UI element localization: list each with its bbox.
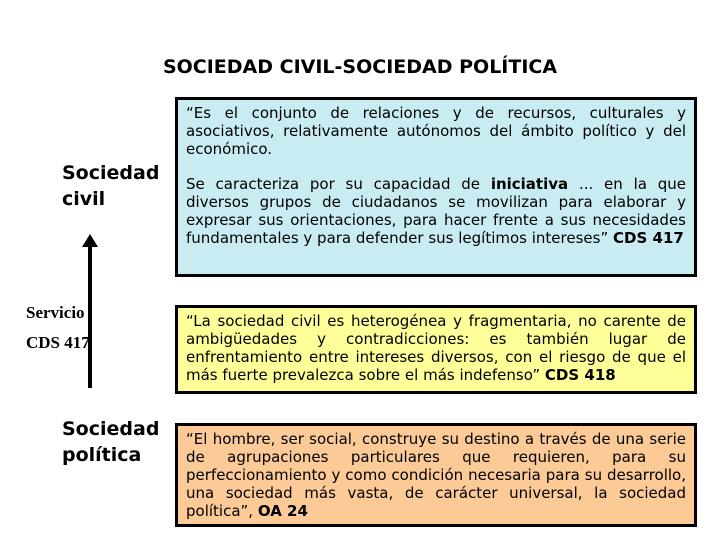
slide-title: SOCIEDAD CIVIL-SOCIEDAD POLÍTICA [162, 56, 558, 78]
quote-paragraph: “Es el conjunto de relaciones y de recursos, culturales y asociativos, relativamente autónomos del ámbito político y del económico. [186, 104, 686, 158]
up-arrow-shaft [88, 246, 92, 388]
quote-box-sociedad-politica-definition [175, 423, 697, 527]
quote-paragraph: “El hombre, ser social, construye su destino a través de una serie de agrupaciones particulares que requieren, para su perfeccionamiento y como condición necesaria para su desarrollo, una sociedad más vasta, de carácter universal, la sociedad política”, OA 24 [186, 430, 686, 520]
arrow-caption-cds-417: CDS 417 [26, 333, 90, 352]
label-sociedad-civil: Sociedad civil [62, 162, 160, 210]
quote-box-sociedad-civil-definition [175, 97, 697, 277]
label-sociedad-politica: Sociedad política [62, 418, 160, 466]
quote-paragraph: Se caracteriza por su capacidad de iniciativa ... en la que diversos grupos de ciudadanos se movilizan para elaborar y expresar sus orientaciones, para hacer frente a sus necesidades fundamentales y para defender sus legítimos intereses” CDS 417 [186, 175, 686, 247]
quote-box-sociedad-civil-heterogenea [175, 305, 697, 394]
quote-paragraph: “La sociedad civil es heterogénea y fragmentaria, no carente de ambigüedades y contradicciones: es también lugar de enfrentamiento entre intereses diversos, con el riesgo de que el más fuerte prevalezca sobre el más indefenso” CDS 418 [186, 312, 686, 384]
arrow-caption-servicio: Servicio [26, 303, 85, 322]
